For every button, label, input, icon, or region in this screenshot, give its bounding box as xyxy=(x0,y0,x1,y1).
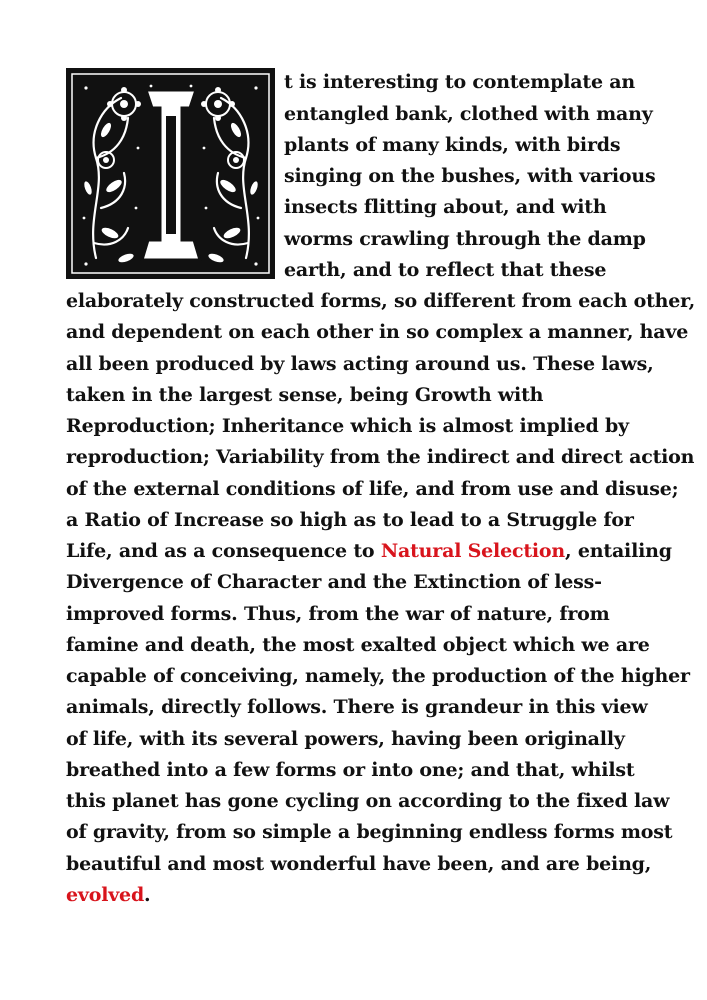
text-line: animals, directly follows. There is grandeur in this view xyxy=(66,696,648,718)
text-line: this planet has gone cycling on according to the fixed law xyxy=(66,790,670,812)
highlight-evolved: evolved xyxy=(66,884,145,906)
text-line: beautiful and most wonderful have been, and are being, xyxy=(66,853,652,875)
text-line: worms crawling through the damp xyxy=(284,228,646,250)
text-line xyxy=(66,537,672,566)
text-line: famine and death, the most exalted object which we are xyxy=(66,634,650,656)
text-line: t is interesting to contemplate an xyxy=(284,71,636,93)
text-line: and dependent on each other in so complex a manner, have xyxy=(66,321,689,343)
text-line: breathed into a few forms or into one; and that, whilst xyxy=(66,759,635,781)
text-segment: Life, and as a consequence to xyxy=(66,540,381,562)
text-line: earth, and to reflect that these xyxy=(284,259,607,281)
text-line xyxy=(66,881,150,910)
text-line: plants of many kinds, with birds xyxy=(284,134,621,156)
text-line: elaborately constructed forms, so different from each other, xyxy=(66,290,695,312)
text-line: Reproduction; Inheritance which is almost implied by xyxy=(66,415,629,437)
decorated-initial xyxy=(66,68,275,279)
highlight-natural-selection: Natural Selection xyxy=(380,540,566,562)
text-line: reproduction; Variability from the indirect and direct action xyxy=(66,446,695,468)
text-line: Divergence of Character and the Extinction of less- xyxy=(66,571,602,593)
text-line: capable of conceiving, namely, the production of the higher xyxy=(66,665,690,687)
text-line: insects flitting about, and with xyxy=(284,196,607,218)
text-line: taken in the largest sense, being Growth with xyxy=(66,384,544,406)
text-line: singing on the bushes, with various xyxy=(284,165,656,187)
text-segment: . xyxy=(144,884,151,906)
text-line: a Ratio of Increase so high as to lead to a Struggle for xyxy=(66,509,634,531)
text-line: entangled bank, clothed with many xyxy=(284,103,653,125)
text-line: of gravity, from so simple a beginning endless forms most xyxy=(66,821,673,843)
text-line: of the external conditions of life, and from use and disuse; xyxy=(66,478,679,500)
text-line: all been produced by laws acting around us. These laws, xyxy=(66,353,654,375)
text-line: of life, with its several powers, having been originally xyxy=(66,728,625,750)
document-page xyxy=(66,68,695,928)
text-segment: , entailing xyxy=(565,540,672,562)
floral-ornament-icon xyxy=(66,68,275,279)
text-line: improved forms. Thus, from the war of nature, from xyxy=(66,603,610,625)
